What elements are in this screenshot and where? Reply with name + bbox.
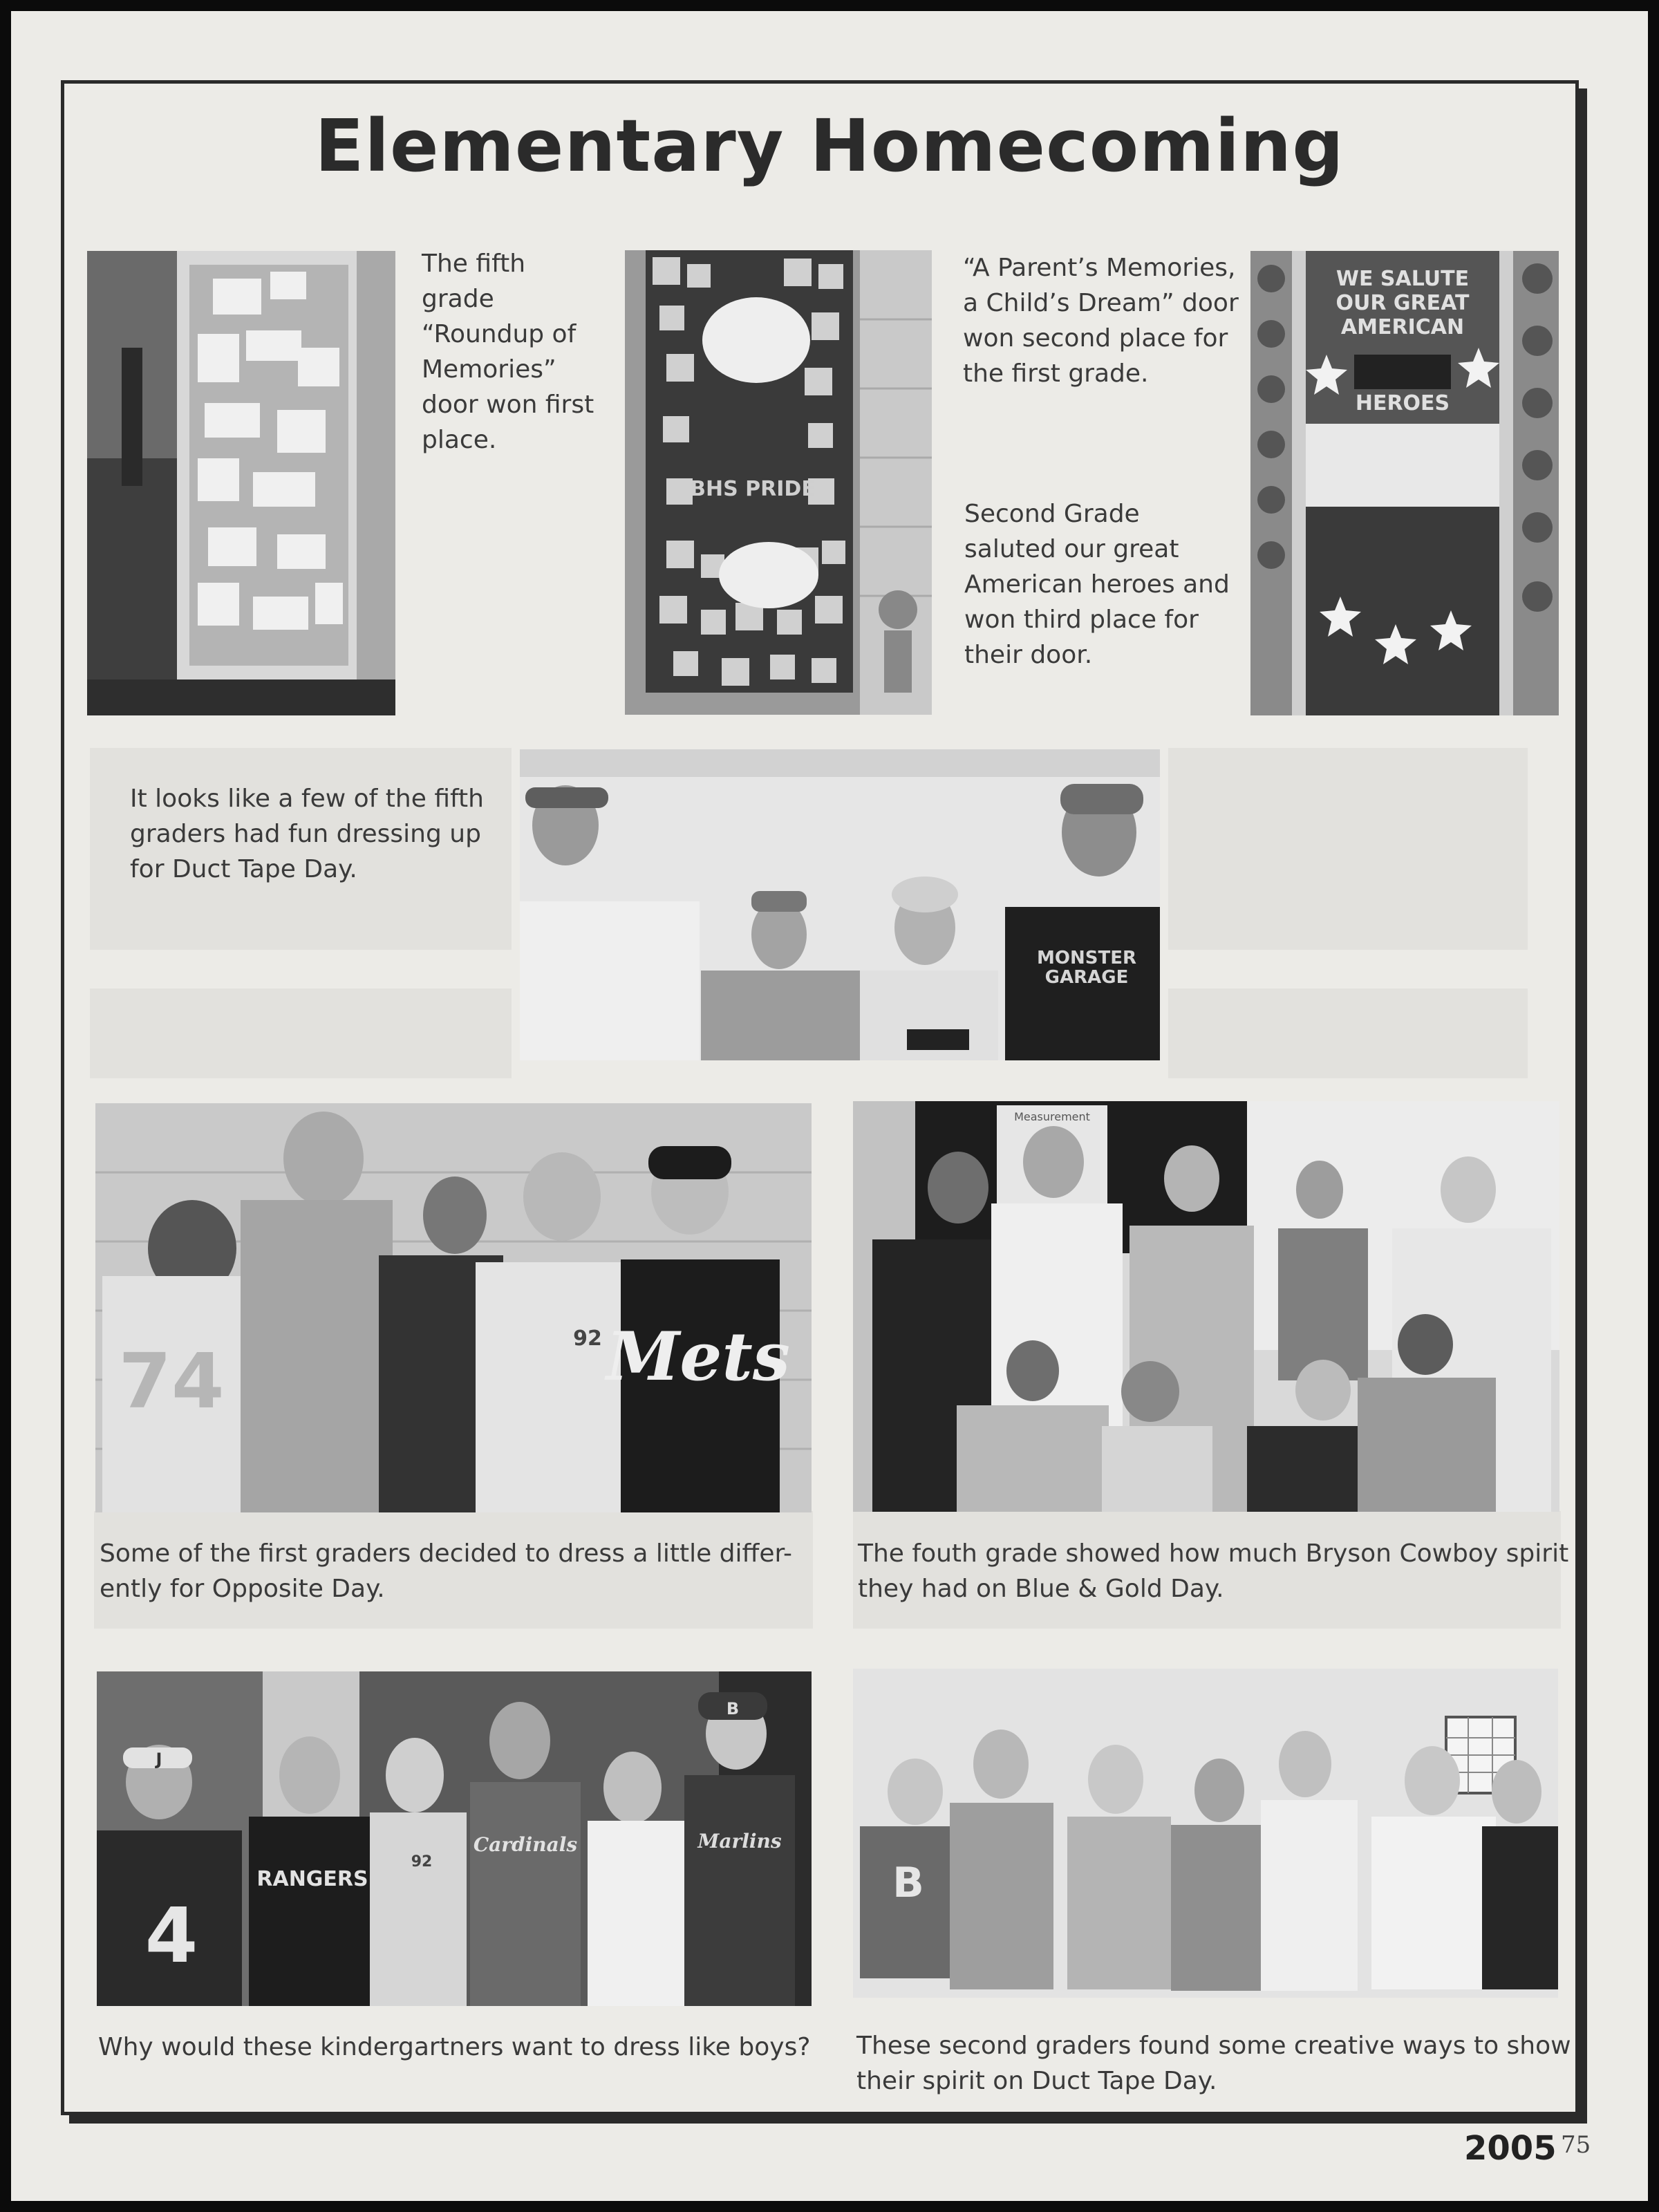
door-pride-text: BHS PRIDE <box>690 477 816 501</box>
door-banner-line: WE SALUTE <box>1335 267 1470 291</box>
photo-fifth-grade-door <box>87 251 395 715</box>
caption-line: graders had fun dressing up <box>130 820 481 848</box>
caption-second-grade-door <box>964 496 1230 673</box>
caption-line: Second Grade <box>964 500 1140 528</box>
caption-line: their spirit on Duct Tape Day. <box>856 2067 1217 2095</box>
caption-blue-gold-day <box>858 1536 1568 1606</box>
jersey-number: 74 <box>118 1337 225 1425</box>
caption-line: It looks like a few of the fifth <box>130 785 484 813</box>
tint-block <box>1168 988 1528 1078</box>
caption-line: they had on Blue & Gold Day. <box>858 1575 1224 1603</box>
photo-first-grade-door <box>625 250 932 715</box>
caption-line: won third place for <box>964 606 1199 634</box>
tint-block <box>90 988 512 1078</box>
caption-line: The fifth <box>422 250 526 278</box>
caption-line: the first grade. <box>963 359 1149 388</box>
photo-duct-tape-second-graders <box>853 1669 1558 1998</box>
caption-opposite-day <box>100 1536 792 1606</box>
caption-kindergartners <box>98 2030 810 2065</box>
shirt-text: 92 <box>411 1853 433 1871</box>
caption-line: These second graders found some creative ways to show <box>856 2032 1571 2060</box>
caption-line: place. <box>422 426 497 454</box>
shirt-text: 92 <box>573 1327 602 1351</box>
caption-line: Why would these kindergartners want to dress like boys? <box>98 2033 811 2061</box>
shirt-letter: B <box>892 1859 924 1907</box>
caption-line: Memories” <box>422 355 556 384</box>
jersey-number: 4 <box>144 1891 198 1980</box>
tint-block <box>1168 748 1528 950</box>
caption-line: for Duct Tape Day. <box>130 855 357 883</box>
photo-opposite-day <box>95 1103 812 1512</box>
shirt-text: MONSTER <box>1037 948 1136 968</box>
caption-line: “Roundup of <box>422 320 577 348</box>
caption-line: American heroes and <box>964 570 1230 599</box>
photo-blue-gold-day <box>853 1101 1559 1512</box>
cap-letter: J <box>156 1750 162 1769</box>
photo-kindergartners <box>97 1671 812 2006</box>
shirt-text: Marlins <box>697 1830 782 1853</box>
cap-letter: B <box>726 1699 740 1718</box>
caption-line: door won first <box>422 391 594 419</box>
shirt-text: GARAGE <box>1044 967 1129 988</box>
footer-year: 2005 <box>1464 2129 1557 2168</box>
caption-line: Some of the first graders decided to dress a little differ- <box>100 1539 792 1568</box>
door-banner-line: OUR GREAT <box>1335 291 1470 315</box>
shirt-text: RANGERS <box>256 1867 368 1891</box>
caption-line: saluted our great <box>964 535 1179 563</box>
door-heroes-text: HEROES <box>1355 391 1450 415</box>
caption-line: “A Parent’s Memories, <box>963 254 1236 282</box>
shirt-text: Mets <box>606 1318 790 1396</box>
caption-duct-tape-second <box>856 2028 1571 2099</box>
caption-line: The fouth grade showed how much Bryson Cowboy spirit <box>858 1539 1569 1568</box>
caption-line: grade <box>422 285 494 313</box>
caption-line: ently for Opposite Day. <box>100 1575 385 1603</box>
caption-line: a Child’s Dream” door <box>963 289 1239 317</box>
caption-duct-tape-fifth <box>130 781 484 887</box>
page-number: 75 <box>1561 2131 1591 2159</box>
door-banner-line: AMERICAN <box>1340 315 1465 339</box>
shirt-text: Cardinals <box>473 1833 578 1856</box>
page-title: Elementary Homecoming <box>315 104 1344 188</box>
caption-fifth-grade-door <box>422 246 594 458</box>
board-text: Measurement <box>1014 1110 1090 1123</box>
caption-line: their door. <box>964 641 1093 669</box>
photo-second-grade-door <box>1250 251 1559 715</box>
caption-first-grade-door <box>963 250 1239 391</box>
photo-duct-tape-fifth-graders <box>520 749 1160 1060</box>
caption-line: won second place for <box>963 324 1228 353</box>
